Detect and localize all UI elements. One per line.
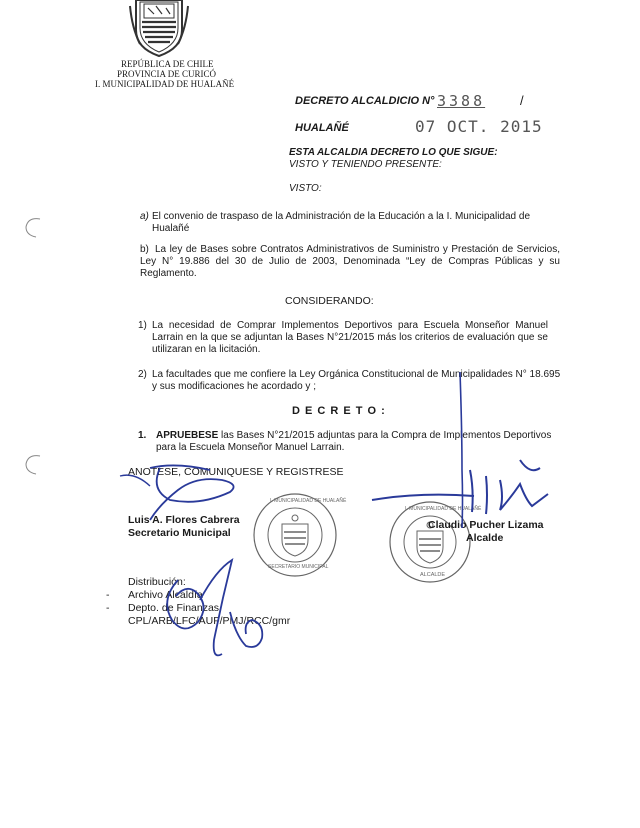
- visto-item-a-marker: a): [140, 211, 149, 222]
- closing-line: ANOTESE, COMUNIQUESE Y REGISTRESE: [128, 466, 344, 478]
- visto-heading: VISTO:: [289, 183, 322, 194]
- seal-secretario-bottom-text: SECRETARIO MUNICIPAL: [268, 564, 329, 570]
- signature-left-name: Luis A. Flores Cabrera: [128, 514, 240, 526]
- decree-intro-visto: VISTO Y TENIENDO PRESENTE:: [289, 159, 442, 170]
- considerando-item-1-marker: 1): [138, 320, 147, 331]
- decree-number: 3388: [437, 92, 486, 110]
- seal-secretario-top-text: I. MUNICIPALIDAD DE HUALAÑÉ: [270, 498, 347, 504]
- distribution-item-2: Depto. de Finanzas: [128, 602, 220, 614]
- header-municipality: I. MUNICIPALIDAD DE HUALAÑÉ: [95, 79, 235, 89]
- considerando-item-1-text: La necesidad de Comprar Implementos Deportivos para Escuela Monseñor Manuel Larrain en la que se adjuntan la Bases N°21/2015 más los criterios de evaluación que se utilizaran en la licitación.: [152, 320, 548, 355]
- punch-hole-mark-top: [22, 215, 42, 239]
- signature-right-name: Claudio Pucher Lizama: [428, 519, 544, 531]
- considerando-heading: CONSIDERANDO:: [285, 295, 374, 307]
- seal-alcalde-bottom-text: ALCALDE: [420, 572, 446, 578]
- distribution-item-1: Archivo Alcaldía: [128, 589, 203, 601]
- distribution-bullet-2: -: [106, 602, 110, 614]
- decreto-item-1-keyword: APRUEBESE: [156, 430, 219, 441]
- seal-alcalde-top-text: I. MUNICIPALIDAD DE HUALAÑÉ: [405, 506, 482, 512]
- considerando-item-2-marker: 2): [138, 369, 147, 380]
- visto-item-b-marker: b): [140, 244, 149, 255]
- visto-item-b-text: La ley de Bases sobre Contratos Administrativos de Suministro y Prestación de Servicios, Ley N° 19.886 del 30 de Julio de 2003, Denominada “Ley de Compras Públicas y su Reglamento.: [140, 244, 560, 279]
- decreto-item-1-marker: 1.: [138, 430, 147, 441]
- distribution-initials: CPL/ARB/LFC/AUF/PMJ/RCC/gmr: [128, 615, 291, 627]
- decree-intro-order: ESTA ALCALDIA DECRETO LO QUE SIGUE:: [289, 147, 498, 158]
- decreto-heading: D E C R E T O :: [292, 405, 386, 417]
- visto-item-a-text: El convenio de traspaso de la Administración de la Educación a la I. Municipalidad de Hualañé: [152, 211, 531, 234]
- decree-number-suffix: /: [520, 93, 524, 108]
- decree-place: HUALAÑÉ: [295, 122, 349, 134]
- distribution-bullet-1: -: [106, 589, 110, 601]
- header-province: PROVINCIA DE CURICÓ: [117, 69, 217, 79]
- decree-title: DECRETO ALCALDICIO N°: [295, 95, 435, 107]
- decreto-item-1-text: las Bases N°21/2015 adjuntas para la Compra de Implementos Deportivos para la Escuela Monseñor Manuel Larrain.: [156, 430, 552, 453]
- header-country: REPÚBLICA DE CHILE: [121, 59, 214, 69]
- signature-right-role: Alcalde: [466, 532, 504, 544]
- distribution-heading: Distribución:: [128, 576, 186, 588]
- date-stamp: 07 OCT. 2015: [415, 117, 543, 136]
- signature-left-role: Secretario Municipal: [128, 527, 231, 539]
- considerando-item-2-text: La facultades que me confiere la Ley Orgánica Constitucional de Municipalidades N° 18.695 y sus modificaciones he acordado y ;: [152, 369, 561, 392]
- punch-hole-mark-bottom: [22, 452, 42, 476]
